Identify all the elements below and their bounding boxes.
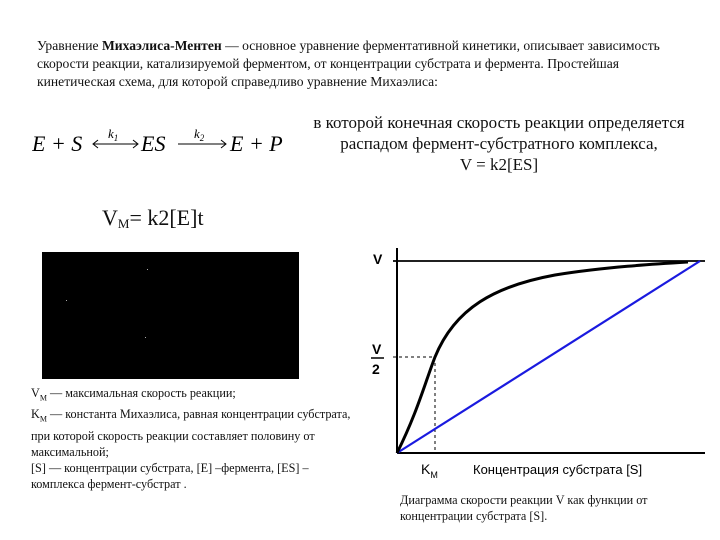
scheme-k1-label: $k_1$ [108, 126, 119, 143]
michaelis-menten-graph [355, 238, 720, 490]
legend-km: $K_M$ — константа Михаэлиса, равная концентрации субстрата, при которой скорость реакции составляет половину от максимальной; [31, 407, 351, 459]
graph-half-v-denominator: 2 [372, 361, 380, 377]
intro-text-start: Уравнение [37, 38, 102, 53]
legend-vm: $V_M$ — максимальная скорость реакции; [31, 386, 236, 403]
graph-caption: Диаграмма скорости реакции V как функции от концентрации субстрата [S]. [400, 493, 648, 523]
scheme-products: E + P [230, 131, 283, 156]
intro-bold-term: Михаэлиса-Ментен [101, 38, 222, 53]
intro-paragraph [37, 37, 697, 91]
graph-km-label: $K_M$ [421, 461, 438, 480]
graph-x-axis-label: Концентрация субстрата [S] [473, 462, 643, 477]
vmax-equation [102, 205, 204, 232]
vmax-rhs: = k2[E]t [129, 205, 204, 230]
graph-v-label: V [373, 251, 383, 267]
graph-half-v-numerator: V [372, 341, 382, 357]
vmax-symbol: V [102, 205, 118, 230]
scheme-k2-label: $k_2$ [194, 126, 205, 143]
scheme-reactants: E + S [32, 131, 83, 156]
kinetic-scheme [32, 118, 292, 170]
intro-text-rest: — основное уравнение ферментативной кинетики, описывает зависимость скорости реакции, катализируемой ферментом, от концентрации субстрата и фермента. Простейшая кинетическая схема, для которой справедливо уравнение Михаэлиса: [37, 38, 660, 89]
graph-linear-line [397, 261, 700, 453]
rate-note [296, 112, 702, 175]
rate-note-line-2: распадом фермент-субстратного комплекса, [340, 134, 658, 153]
blank-formula-image [42, 252, 299, 379]
noise-dot [147, 269, 148, 270]
scheme-complex: ES [141, 131, 166, 156]
vmax-subscript: M [117, 216, 130, 231]
legend-concentrations: [S] — концентрации субстрата, [E] –фермента, [ES] – комплекса фермент-субстрат . [31, 460, 309, 491]
rate-note-line-3: V = k2[ES] [459, 155, 539, 174]
noise-dot [145, 337, 146, 338]
noise-dot [66, 300, 67, 301]
legend-definitions [31, 385, 361, 492]
rate-note-line-1: в которой конечная скорость реакции определяется [313, 113, 685, 132]
